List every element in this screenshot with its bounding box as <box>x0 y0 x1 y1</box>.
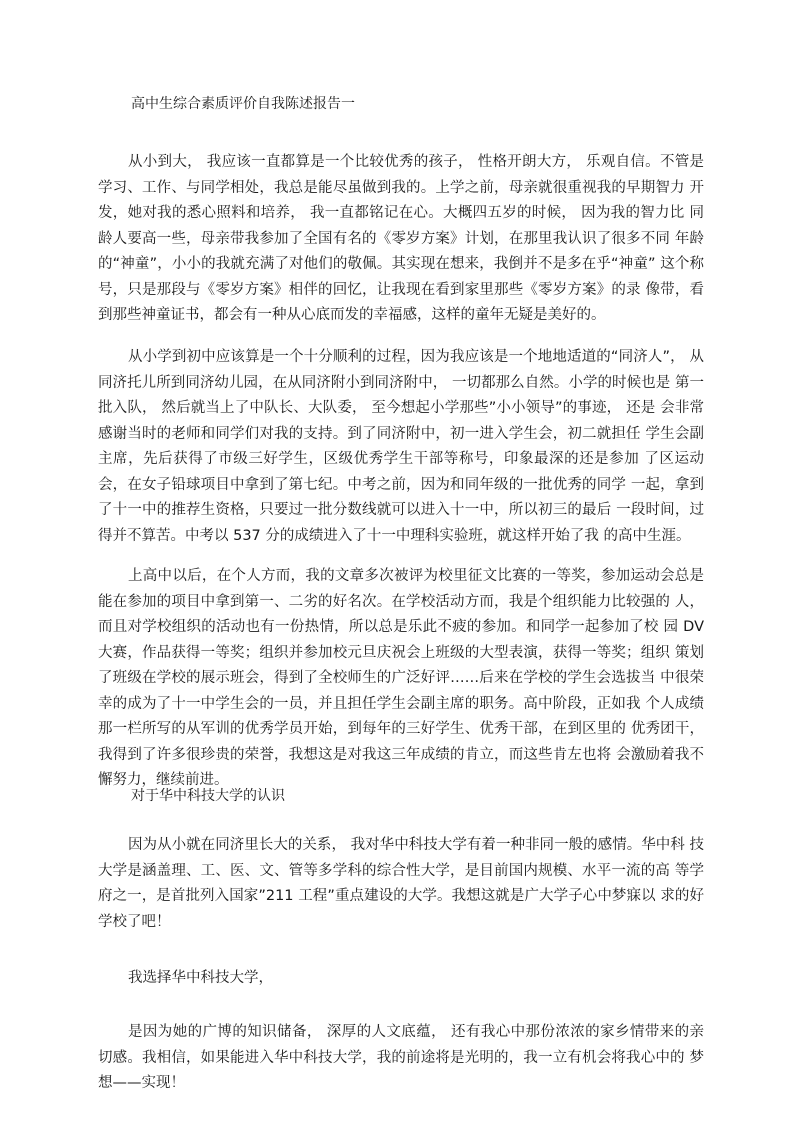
paragraph-choice-reason: 是因为她的广博的知识储备， 深厚的人文底蕴， 还有我心中那份浓浓的家乡情带来的亲 切感。我相信，如果能进入华中科技大学，我的前途将是光明的，我一立有机会将我心中的 梦想——实现！ <box>98 1024 704 1091</box>
choice-line: 我选择华中科技大学， <box>128 970 273 986</box>
section-heading: 对于华中科技大学的认识 <box>131 788 285 804</box>
paragraph-high-school: 上高中以后，在个人方而，我的文章多次被评为校里征文比赛的一等奖，参加运动会总是能在参加的项目中拿到第一、二劣的好名次。在学校活动方而，我是个组织能力比较强的 人，而且对学校组织的活动也有一份热情，所以总是乐此不疲的参加。和同学一起参加了校 园 DV 大赛，作品获得一等奖；组织并参加校元旦庆祝会上班级的大型表演，获得一等奖；组织 策划了班级在学校的展示班会，得到了全校师生的广泛好评……后来在学校的学生会选拔当 中很荣幸的成为了十一中学生会的一员，并且担任学生会副主席的职务。高中阶段，正如我 个人成绩那一栏所写的从军训的优秀学员开始，到每年的三好学生、优秀干部，在到区里的 优秀团干，我得到了许多很珍贵的荣誉，我想这是对我这三年成绩的肯立，而这些肯左也将 会激励着我不懈努力，继续前进。 <box>98 568 704 788</box>
document-title: 高中生综合素质评价自我陈述报告一 <box>131 96 355 112</box>
paragraph-childhood: 从小到大， 我应该一直都算是一个比较优秀的孩子， 性格开朗大方， 乐观自信。不管是 学习、工作、与同学相处，我总是能尽虽做到我的。上学之前，母亲就很重视我的早期智力 开发，她对我的悉心照料和培养， 我一直都铭记在心。大概四五岁的时候， 因为我的智力比 同龄人要高一些，母亲带我参加了全国有名的《零岁方案》计划，在那里我认识了很多不同 年龄的“神童”，小小的我就充满了对他们的敬佩。其实现在想来，我倒并不是多在乎“神童” 这个称号，只是那段与《零岁方案》相伴的回忆，让我现在看到家里那些《零岁方案》的录 像带，看到那些神童证书，都会有一种从心底而发的幸福感，这样的童年无疑是美好的。 <box>98 154 704 323</box>
paragraph-primary-to-junior: 从小学到初中应该算是一个十分顺利的过程，因为我应该是一个地地适道的“同济人”， 从同济托儿所到同济幼儿园，在从同济附小到同济附中， 一切都那么自然。小学的时候也是 第一批入队， 然后就当上了中队长、大队委， 至今想起小学那些”小小领导”的事迹， 还是 会非常感谢当时的老师和同学们对我的支持。到了同济附中，初一进入学生会，初二就担任 学生会副主席，先后获得了市级三好学生，区级优秀学生干部等称号，印象最深的还是参加 了区运动会，在女子铅球项目中拿到了第七纪。中考之前，因为和同年级的一批优秀的同学 一起，拿到了十一中的推荐生资格，只要过一批分数线就可以进入十一中，所以初三的最后 一段时间，过得并不算苦。中考以 537 分的成绩进入了十一中理科实验班，就这样开始了我 的高中生涯。 <box>98 349 704 544</box>
paragraph-hust-intro: 因为从小就在同济里长大的关系， 我对华中科技大学有着一种非同一般的感情。华中科 技大学是涵盖理、工、医、文、管等多学科的综合性大学，是目前国内规模、水平一流的高 等学府之一，是首批列入国家”211 工程”重点建设的大学。我想这就是广大学子心中梦寐以 求的好学校了吧！ <box>98 837 704 930</box>
